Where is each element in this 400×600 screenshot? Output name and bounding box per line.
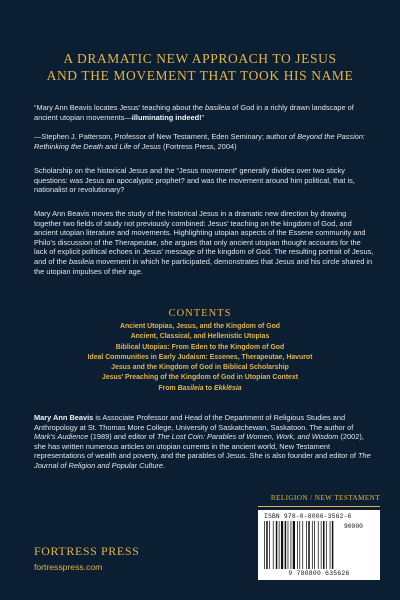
barcode-bars-icon [264,521,340,569]
author-name: Mary Ann Beavis [34,413,94,422]
contents-item: Biblical Utopias: From Eden to the Kingdom of God [115,343,285,351]
isbn-number: ISBN 978-0-8006-3562-6 [264,513,352,520]
contents-item: Ancient, Classical, and Hellenistic Utopias [130,333,270,341]
contents-item: Jesus’ Preaching of the Kingdom of God in Utopian Context [101,374,298,382]
author-bio: Mary Ann Beavis is Associate Professor and Head of the Department of Religious Studies and Anthropology at St. Thomas More College, University of Saskatchewan, Saskatoon. The author of Mark’s Audience (1989) and editor of The Lost Coin: Parables of Women, Work, and Wisdom (2002), she has written numerous articles on utopian currents in the ancient world, New Testament representations of wealth and poverty, and the parables of Jesus. She is also founder and editor of The Journal of Religion and Popular Culture. [34,413,371,470]
headline-line-1: A DRAMATIC NEW APPROACH TO JESUS [63,51,337,66]
contents-item: Ancient Utopias, Jesus, and the Kingdom of God [119,323,281,330]
contents-item-last: From Basileia to Ekklēsia [158,384,242,392]
price-code: 90000 [344,523,363,530]
contents-heading: CONTENTS [168,308,232,319]
description-paragraph-2: Mary Ann Beavis moves the study of the historical Jesus in a dramatic new direction by drawing together two fields of study not previously combined: Jesus’ teaching on the kingdom of God, and ancient utopian literature and movements. Highlighting utopian aspects of the Essene community and Philo’s discussion of the Therapeutae, she argues that only ancient utopian thought accounts for the lack of explicit political echoes in Jesus’ message of the kingdom of God. The resulting portrait of Jesus, and of the basileia movement in which he participated, demonstrates that Jesus and his circle shared in the utopian impulses of their age. [34,209,374,276]
headline-line-2: AND THE MOVEMENT THAT TOOK HIS NAME [46,68,354,83]
publisher-name: FORTRESS PRESS [34,544,140,558]
barcode-digits: 9 780800 635626 [288,570,350,577]
contents-list [0,322,400,394]
category-label: RELIGION / NEW TESTAMENT [270,494,380,502]
contents-item: Ideal Communities in Early Judaism: Essenes, Therapeutae, Havurot [87,353,313,361]
publisher-website[interactable]: fortresspress.com [34,562,103,572]
contents-item: Jesus and the Kingdom of God in Biblical Scholarship [111,364,289,372]
endorsement-quote: “Mary Ann Beavis locates Jesus’ teaching about the basileia of God in a richly drawn landscape of ancient utopian movements—illuminating indeed!” [34,103,354,122]
endorsement-attribution: —Stephen J. Patterson, Professor of New Testament, Eden Seminary; author of Beyond the Passion: Rethinking the Death and Life of Jesus (Fortress Press, 2004) [34,132,365,151]
description-paragraph-1: Scholarship on the historical Jesus and the “Jesus movement” generally divides over two sticky questions: was Jesus an apocalyptic prophet? and was the movement around him political, that is, nationalist or revolutionary? [34,166,355,195]
category-rule [258,506,380,507]
headline [20,50,380,84]
isbn-barcode [258,510,380,580]
